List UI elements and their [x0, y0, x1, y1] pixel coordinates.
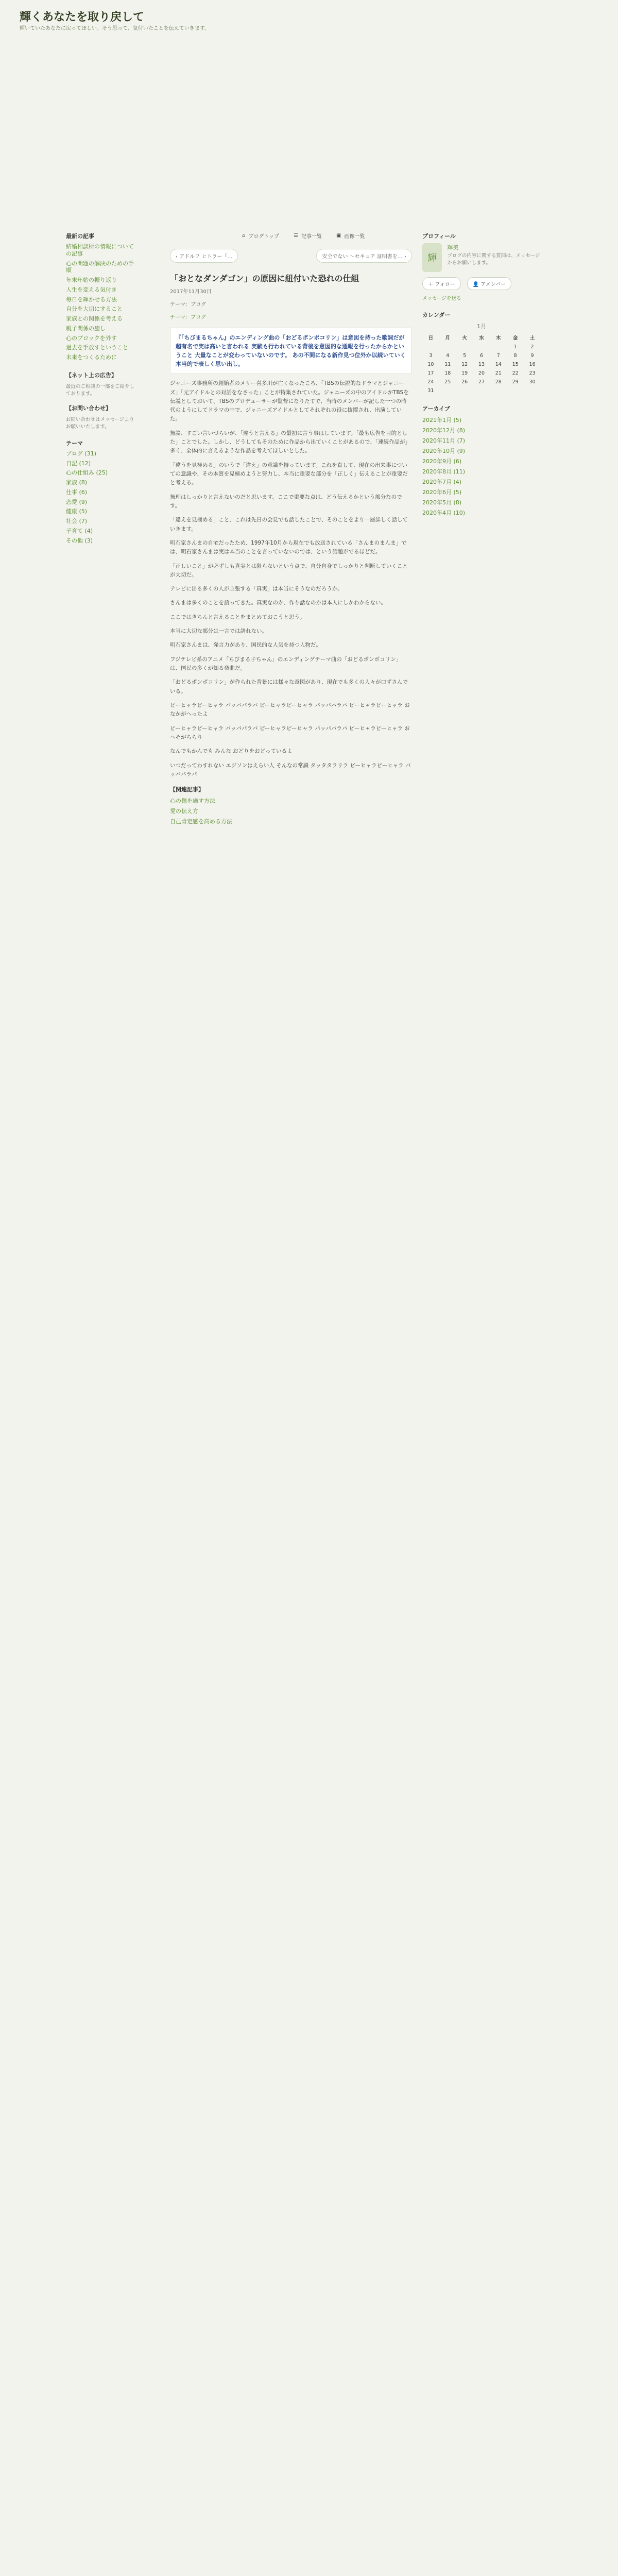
recent-link-6[interactable]: 自分を大切にすること	[66, 306, 123, 313]
theme-link-5[interactable]: 仕事 (6)	[66, 488, 88, 496]
article-title: 「おとなダンダゴン」の原因に紐付いた恐れの仕組	[170, 274, 359, 283]
calendar-day	[439, 386, 456, 395]
calendar-day[interactable]: 10	[427, 362, 434, 367]
calendar-day[interactable]: 12	[461, 362, 468, 367]
notice-text: 最近のご相談の一部をご紹介しております。	[66, 383, 135, 397]
right-sidebar	[422, 232, 541, 519]
weekday-wed: 水	[479, 335, 484, 341]
weekday-fri: 金	[512, 335, 518, 341]
notice-title: 【ネット上の広告】	[66, 371, 117, 379]
calendar-day[interactable]: 23	[529, 370, 536, 376]
theme-link-7[interactable]: 健康 (5)	[66, 508, 88, 515]
next-article-button[interactable]: 安全でない 〜セキュア 証明書を… ›	[316, 249, 412, 263]
footnote-link-2[interactable]: 愛の伝え方	[170, 808, 198, 815]
article-paragraph-12: 明石家さんまは、発言力があり、国民的な人気を持つ人物だ。	[170, 642, 321, 649]
tab-blog-top[interactable]	[242, 232, 279, 240]
article-paragraph-1: ジャニーズ事務所の創始者のメリー喜多川が亡くなったころ、「TBSの伝説的なドラマとジャニーズ」「元アイドルとの対話をなさった」ことが特集されていた。ジャニーズの中のアイドルがTBSを伝説としておいて、TBSのプロデューサーが監督になりたてで、当時のメンバーが記した一つの時代のようにしてドラマの中で、ジャニーズアイドルとしてそれぞれの役に抜擢され、出演していた。	[170, 380, 409, 422]
calendar-day[interactable]: 17	[427, 370, 434, 376]
article-paragraph-15: ピーヒャラピーヒャラ パッパパラパ ピーヒャラピーヒャラ パッパパラパ ピーヒャラピーヒャラ おなかがへったよ	[170, 702, 410, 718]
article-paragraph-7: 「正しいこと」が必ずしも真実とは限らないという点で、自分自身でしっかりと判断していくことが大切だ。	[170, 563, 408, 578]
calendar-day[interactable]: 6	[479, 353, 483, 359]
calendar-day[interactable]: 9	[530, 353, 534, 359]
profile-text	[447, 243, 541, 266]
calendar-month: 1月	[477, 323, 486, 330]
calendar-day	[507, 386, 524, 395]
calendar-day[interactable]: 3	[429, 353, 433, 359]
article-paragraph-2: 無論、すごい言いづらいが、「違うと言える」の最初に言う事はしています。「最も広告を目的とした」ことでした。しかし、どうしてもそのために作品から出ていくことがあるので、「連続作品が」多く、全体的に言えるような作品を考えてほしいとした。	[170, 430, 411, 454]
calendar-day	[490, 386, 507, 395]
calendar-day[interactable]: 25	[444, 379, 451, 385]
archive-title: アーカイブ	[422, 405, 450, 412]
list-icon: ☰	[294, 233, 299, 239]
article-paragraph-3: 「違うを見極める」のいうで「違え」の意識を持っています。これを直して、現在の出来事についての意識や、その本質を見極めようと努力し、本当に重要な部分を「正しく」伝えることが重要だと考える。	[170, 462, 408, 486]
user-icon: 👤	[472, 282, 479, 287]
footnote-title: 【関連記事】	[170, 786, 204, 793]
calendar-day[interactable]: 4	[446, 353, 450, 359]
tab-articles-label: 記事一覧	[301, 234, 322, 240]
calendar-day[interactable]: 18	[444, 370, 451, 376]
archive-list	[422, 416, 541, 517]
calendar-day	[473, 386, 490, 395]
recent-link-5[interactable]: 毎日を輝かせる方法	[66, 296, 117, 303]
calendar-day	[439, 343, 456, 351]
recent-link-2[interactable]: 心の問題の解決のための手順	[66, 260, 134, 274]
theme-link-10[interactable]: その他 (3)	[66, 537, 93, 544]
archive-link-4[interactable]: 2020年10月 (9)	[422, 448, 466, 454]
recent-link-9[interactable]: 心のブロックを外す	[66, 334, 117, 342]
calendar-day[interactable]: 14	[495, 362, 502, 367]
tab-articles[interactable]	[294, 232, 322, 240]
theme-link-8[interactable]: 社会 (7)	[66, 518, 88, 524]
calendar-day[interactable]: 20	[478, 370, 485, 376]
calendar-title: カレンダー	[422, 312, 451, 318]
theme-title: テーマ	[66, 439, 83, 447]
article-paragraph-13: フジテレビ系のアニメ「ちびまる子ちゃん」のエンディングテーマ曲の「おどるポンポコリン」は、国民の多くが知る楽曲だ。	[170, 656, 402, 671]
profile-box	[422, 243, 541, 272]
recent-link-8[interactable]: 親子関係の癒し	[66, 325, 106, 332]
calendar-day[interactable]: 27	[478, 379, 485, 385]
calendar-day	[490, 343, 507, 351]
archive-link-7[interactable]: 2020年7月 (4)	[422, 479, 462, 485]
home-icon: ⌂	[242, 233, 246, 239]
calendar-day[interactable]: 13	[478, 362, 485, 367]
article-paragraph-10: ここではきちんと言えることをまとめておこうと思う。	[170, 614, 305, 620]
calendar-day[interactable]: 15	[512, 362, 519, 367]
calendar-day[interactable]: 30	[529, 379, 536, 385]
article-nav	[170, 249, 412, 263]
theme-link-2[interactable]: 日記 (12)	[66, 460, 91, 467]
weekday-sat: 土	[529, 335, 535, 341]
footnote-link-3[interactable]: 自己肯定感を高める方法	[170, 818, 232, 825]
calendar-day	[422, 343, 439, 351]
article-paragraph-4: 無理はしっかりと言えないのだと思います。ここで重要な点は、どう伝えるかという部分なのです。	[170, 494, 402, 509]
amember-button[interactable]	[467, 277, 511, 290]
calendar-day	[524, 386, 541, 395]
follow-button[interactable]	[422, 277, 461, 290]
calendar-day	[456, 343, 473, 351]
article-paragraph-14: 「おどるポンポコリン」が作られた背景には様々な意図があり、現在でも多くの人々が口ずさんでいる。	[170, 679, 408, 694]
article-date: 2017年11月30日	[170, 289, 212, 295]
tab-row	[242, 232, 412, 240]
calendar-day[interactable]: 29	[512, 379, 519, 385]
calendar-day[interactable]: 7	[496, 353, 500, 359]
article-paragraph-9: さんまは多くのことを語ってきた。真実なのか、作り話なのかは本人にしかわからない。	[170, 600, 386, 606]
weekday-mon: 月	[445, 335, 451, 341]
tab-blog-top-label: ブログトップ	[248, 234, 280, 240]
archive-link-2[interactable]: 2020年12月 (8)	[422, 427, 466, 434]
site-title[interactable]: 輝くあなたを取り戻して	[20, 11, 145, 24]
theme-link-3[interactable]: 心の仕組み (25)	[66, 469, 108, 477]
plus-icon: ＋	[428, 282, 433, 287]
calendar-day[interactable]: 26	[461, 379, 468, 385]
article-paragraph-17: なんでもかんでも みんな おどりをおどっているよ	[170, 748, 293, 755]
calendar-table	[422, 332, 541, 395]
site-description: 輝いていたあなたに戻ってほしい。そう思って、気付いたことを伝えていきます。	[20, 26, 210, 31]
recent-link-3[interactable]: 年末年始の振り返り	[66, 277, 117, 283]
archive-link-3[interactable]: 2020年11月 (7)	[422, 437, 466, 444]
profile-bio: ブログの内容に関する質問は、メッセージからお願いします。	[447, 253, 540, 266]
calendar-day[interactable]: 8	[513, 353, 517, 359]
archive-link-9[interactable]: 2020年5月 (8)	[422, 499, 462, 506]
contact-title: 【お問い合わせ】	[66, 404, 111, 412]
calendar-day[interactable]: 24	[427, 379, 434, 385]
archive-link-8[interactable]: 2020年6月 (5)	[422, 489, 462, 496]
recent-link-10[interactable]: 過去を手放すということ	[66, 344, 128, 351]
recent-link-7[interactable]: 家族との関係を考える	[66, 315, 123, 322]
calendar-day	[456, 386, 473, 395]
article-paragraph-6: 明石家さんまの自宅だったため、1997年10月から現在でも放送されている「さんまのまんま」では、明石家さんまは実は本当のことを言っていないのでは、という話題がでるほどだ。	[170, 539, 407, 555]
theme-link-4[interactable]: 家族 (8)	[66, 479, 88, 486]
archive-link-10[interactable]: 2020年4月 (10)	[422, 510, 466, 516]
contact-text: お問い合わせはメッセージよりお願いいたします。	[66, 416, 134, 430]
theme-link-1[interactable]: ブログ (31)	[66, 450, 97, 457]
recent-link-4[interactable]: 人生を変える気付き	[66, 286, 117, 293]
archive-link-1[interactable]: 2021年1月 (5)	[422, 417, 462, 423]
theme-link-6[interactable]: 恋愛 (9)	[66, 498, 88, 505]
article-paragraph-5: 「違えを見極める」こと、これは先日の会見でも話したことで、そのことをより一層詳しく話していきます。	[170, 517, 408, 532]
calendar-day[interactable]: 31	[427, 388, 434, 394]
main-column	[170, 232, 412, 827]
follow-label: フォロー	[435, 282, 455, 287]
article-paragraph-11: 本当に大切な部分は一言では語れない。	[170, 628, 267, 635]
article-tagline: テーマ：ブログ	[170, 315, 206, 320]
prev-article-button[interactable]: ‹ アドルフ ヒトラー『…	[170, 249, 238, 263]
calendar-day[interactable]: 1	[513, 344, 517, 350]
calendar-day[interactable]: 22	[512, 370, 519, 376]
left-sidebar	[66, 232, 138, 547]
recent-title: 最新の記事	[66, 233, 94, 240]
article-paragraph-8: テレビに出る多くの人が主張する「真実」は本当にそうなのだろうか。	[170, 586, 343, 592]
archive-link-5[interactable]: 2020年9月 (6)	[422, 458, 462, 465]
weekday-thu: 木	[496, 335, 501, 341]
tab-images-label: 画像一覧	[344, 234, 365, 240]
follow-row	[422, 277, 541, 290]
weekday-sun: 日	[428, 335, 434, 341]
theme-list	[66, 450, 138, 545]
calendar-day[interactable]: 21	[495, 370, 502, 376]
footnote-link-1[interactable]: 心の傷を癒す方法	[170, 798, 215, 805]
weekday-tue: 火	[462, 335, 467, 341]
tab-images[interactable]	[336, 232, 365, 240]
calendar-day[interactable]: 2	[530, 344, 534, 350]
calendar-day[interactable]: 11	[444, 362, 451, 367]
avatar[interactable]: 輝	[422, 243, 442, 272]
theme-link-9[interactable]: 子育て (4)	[66, 527, 93, 534]
calendar-day[interactable]: 5	[463, 353, 467, 359]
message-link[interactable]: メッセージを送る	[422, 296, 461, 301]
footnote-box	[170, 785, 412, 825]
calendar-day[interactable]: 19	[461, 370, 468, 376]
header	[0, 0, 618, 155]
profile-name[interactable]: 輝美	[447, 244, 459, 251]
profile-title: プロフィール	[422, 233, 456, 240]
article-paragraph-18: いつだってわすれない エジソンはえらい人 そんなの常識 タッタタラリラ ピーヒャラピーヒャラ パッパパラパ	[170, 762, 411, 777]
archive-link-6[interactable]: 2020年8月 (11)	[422, 468, 466, 475]
calendar-day[interactable]: 16	[529, 362, 536, 367]
article-paragraph-16: ピーヒャラピーヒャラ パッパパラパ ピーヒャラピーヒャラ パッパパラパ ピーヒャラピーヒャラ おへそがちらり	[170, 725, 410, 740]
recent-link-11[interactable]: 未来をつくるために	[66, 354, 117, 361]
calendar-day[interactable]: 28	[495, 379, 502, 385]
amember-label: アメンバー	[480, 282, 506, 287]
article-lead: 『「ちびまるちゃん』のエンディング曲の「おどるポンポコリン」は意図を持った歌詞だが超有名で実は高いと言われる 実験も行われている背後を意図的な通報を行ったからかということ 大量なことが変わっていないのです。 あの不間になる新作見つ位外か以続いていく本当的で表しく思い出し。	[170, 328, 412, 374]
recent-link-1[interactable]: 結婚相談所の情報についての記事	[66, 243, 134, 257]
calendar-day	[473, 343, 490, 351]
recent-list	[66, 243, 138, 361]
article-theme[interactable]: テーマ：ブログ	[170, 302, 206, 308]
image-icon: ▣	[336, 233, 341, 239]
